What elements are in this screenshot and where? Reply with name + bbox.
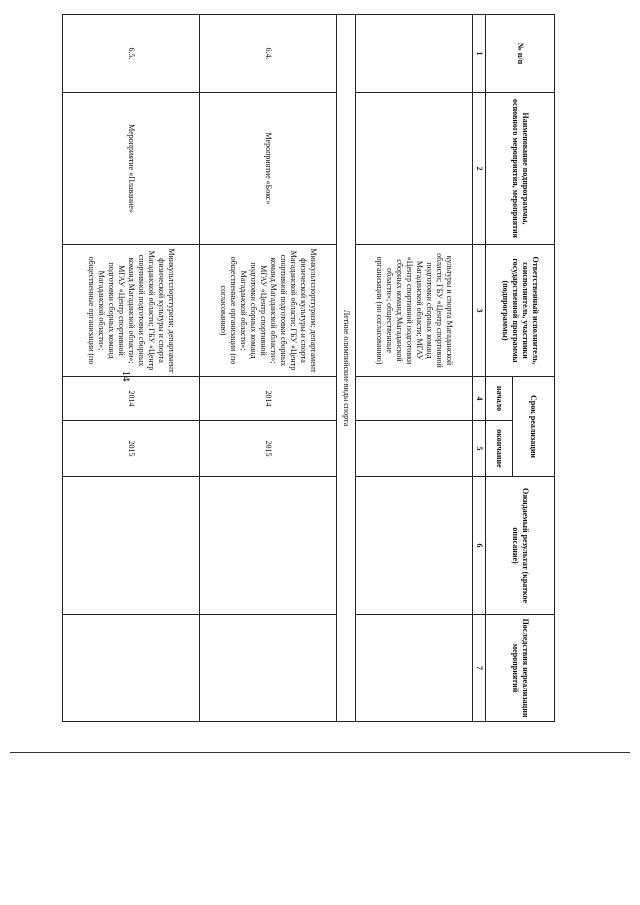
cell-executor: Минкультспорттуризм; департамент физической культуры и спорта Магаданской области; ГБУ «Центр спортивной подготовки сборных команд Магаданской области»; МГАУ «Центр спортивной подготовки сборных команд Магаданской области»; общественные организации (по согласованию) xyxy=(200,245,337,377)
cell-result xyxy=(356,477,473,615)
header-col-executor: Ответственный исполнитель, соисполнитель, участники государственной программы (подпрограммы) xyxy=(486,245,555,377)
cell-result xyxy=(200,477,337,615)
col-number: 5 xyxy=(473,421,486,477)
cell-consequence xyxy=(356,615,473,722)
cell-num: 6.5. xyxy=(63,15,200,93)
col-number: 6 xyxy=(473,477,486,615)
table-row xyxy=(63,15,200,722)
cell-end: 2015 xyxy=(63,421,200,477)
program-table xyxy=(62,14,555,722)
header-col-name: Наименование подпрограммы, основного мероприятия, мероприятия xyxy=(486,93,555,245)
cell-start xyxy=(356,377,473,421)
cell-end: 2015 xyxy=(200,421,337,477)
cell-name: Мероприятие «Бокс» xyxy=(200,93,337,245)
header-col-end: окончание xyxy=(486,421,512,477)
cell-num xyxy=(356,15,473,93)
cell-consequence xyxy=(200,615,337,722)
cell-result xyxy=(63,477,200,615)
table-row xyxy=(200,15,337,722)
cell-name: Мероприятие «Плавание» xyxy=(63,93,200,245)
header-col-num: № п/п xyxy=(486,15,555,93)
cell-start: 2014 xyxy=(63,377,200,421)
col-number: 3 xyxy=(473,245,486,377)
cell-executor: культуры и спорта Магаданской области; ГБУ «Центр спортивной подготовки сборных команд Магаданской области; МГАУ «Центр спортивной подготовки сборных команд Магаданской области»; общественные организации (по согласованию) xyxy=(356,245,473,377)
col-number: 4 xyxy=(473,377,486,421)
section-title: Летние олимпийские виды спорта xyxy=(337,15,356,722)
col-number: 1 xyxy=(473,15,486,93)
cell-consequence xyxy=(63,615,200,722)
cell-name xyxy=(356,93,473,245)
header-col-period: Срок реализации xyxy=(512,377,554,477)
rotated-table-area xyxy=(62,14,555,721)
header-row xyxy=(512,15,554,722)
section-row xyxy=(337,15,356,722)
page-divider xyxy=(10,752,630,753)
cell-executor: Минкультспорттуризм; департамент физической культуры и спорта Магаданской области; ГБУ «Центр спортивной подготовки сборных команд Магаданской области»; МГАУ «Центр спортивной подготовки сборных команд Магаданской области»; общественные организации (по xyxy=(63,245,200,377)
col-number: 2 xyxy=(473,93,486,245)
header-col-result: Ожидаемый результат (краткое описание) xyxy=(486,477,555,615)
col-number: 7 xyxy=(473,615,486,722)
column-number-row xyxy=(473,15,486,722)
cell-num: 6.4. xyxy=(200,15,337,93)
header-col-consequence: Последствия нереализации мероприятий xyxy=(486,615,555,722)
header-col-start: начало xyxy=(486,377,512,421)
table-row xyxy=(356,15,473,722)
table-frame xyxy=(62,14,555,721)
cell-start: 2014 xyxy=(200,377,337,421)
cell-end xyxy=(356,421,473,477)
page-number: 14 xyxy=(120,370,132,382)
